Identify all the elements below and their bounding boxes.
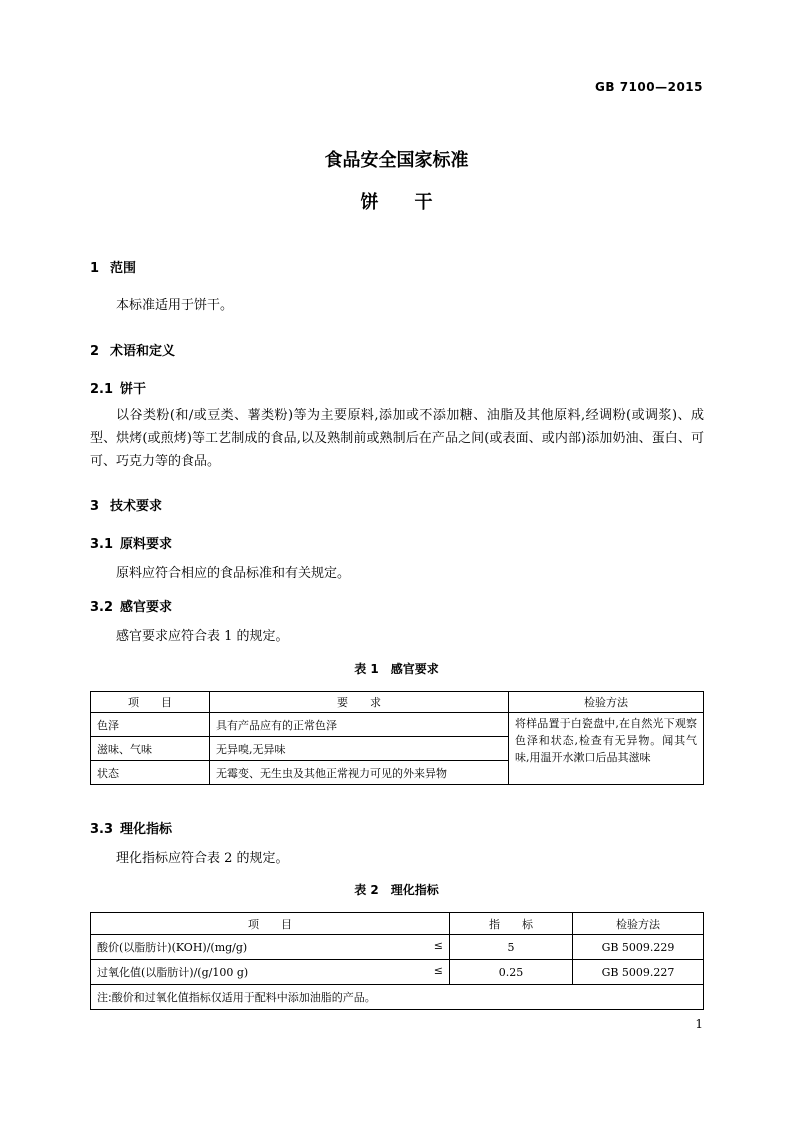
table-header-requirement: 要 求 [210, 692, 509, 713]
section-title: 感官要求 [120, 600, 173, 615]
table-cell-item [91, 935, 450, 960]
table-2 [90, 912, 704, 1010]
table-cell-method: GB 5009.229 [573, 935, 704, 960]
section-title: 术语和定义 [110, 344, 176, 359]
operator-symbol: ≤ [433, 939, 443, 952]
table-row [91, 713, 704, 737]
section-number: 2 [90, 344, 100, 359]
table-cell-item: 状态 [91, 761, 210, 785]
item-label: 过氧化值(以脂肪计)/(g/100 g) [97, 966, 249, 979]
table-note-row [91, 985, 704, 1010]
section-title: 范围 [110, 261, 137, 276]
table-2-caption: 表 2 理化指标 [354, 883, 439, 897]
section-3-heading [90, 495, 162, 514]
document-title: 食品安全国家标准 [324, 150, 469, 171]
table-cell-item: 色泽 [91, 713, 210, 737]
table-cell-item [91, 960, 450, 985]
table-cell-method: 将样品置于白瓷盘中,在自然光下观察色泽和状态,检查有无异物。闻其气味,用温开水漱口后品其滋味 [509, 713, 704, 785]
section-title: 理化指标 [120, 822, 173, 837]
table-cell-requirement: 无霉变、无生虫及其他正常视力可见的外来异物 [210, 761, 509, 785]
standard-code: GB 7100—2015 [595, 80, 703, 94]
section-2-1-text: 以谷类粉(和/或豆类、薯类粉)等为主要原料,添加或不添加糖、油脂及其他原料,经调粉(或调浆)、成型、烘烤(或煎烤)等工艺制成的食品,以及熟制前或熟制后在产品之间(或表面、或内部)添加奶油、蛋白、可可、巧克力等的食品。 [90, 408, 704, 469]
document-subtitle: 饼 干 [360, 192, 433, 213]
table-cell-limit: 5 [450, 935, 573, 960]
page-number: 1 [695, 1017, 703, 1031]
section-2-1-heading [90, 378, 146, 397]
table-header-limit: 指 标 [450, 913, 573, 935]
section-number: 1 [90, 261, 100, 276]
table-note: 注:酸价和过氧化值指标仅适用于配料中添加油脂的产品。 [91, 985, 704, 1010]
table-cell-requirement: 具有产品应有的正常色泽 [210, 713, 509, 737]
section-number: 3 [90, 499, 100, 514]
section-3-2-heading [90, 596, 172, 615]
table-cell-method: GB 5009.227 [573, 960, 704, 985]
item-label: 酸价(以脂肪计)(KOH)/(mg/g) [97, 941, 248, 954]
table-1 [90, 691, 704, 785]
table-row [91, 935, 704, 960]
table-1-caption: 表 1 感官要求 [354, 662, 439, 676]
section-number: 3.3 [90, 822, 114, 837]
section-3-1-heading [90, 533, 172, 552]
table-header-item: 项 目 [91, 692, 210, 713]
section-3-1-text: 原料应符合相应的食品标准和有关规定。 [116, 566, 351, 581]
section-3-2-text: 感官要求应符合表 1 的规定。 [116, 629, 289, 644]
section-3-3-text: 理化指标应符合表 2 的规定。 [116, 851, 289, 866]
table-cell-item: 滋味、气味 [91, 737, 210, 761]
operator-symbol: ≤ [433, 964, 443, 977]
section-title: 饼干 [120, 382, 147, 397]
table-header-method: 检验方法 [573, 913, 704, 935]
section-3-3-heading [90, 818, 172, 837]
section-2-heading [90, 340, 175, 359]
section-title: 原料要求 [120, 537, 173, 552]
section-number: 3.1 [90, 537, 114, 552]
section-number: 2.1 [90, 382, 114, 397]
table-row [91, 960, 704, 985]
section-1-heading [90, 257, 136, 276]
table-header-method: 检验方法 [509, 692, 704, 713]
section-1-text: 本标准适用于饼干。 [116, 298, 234, 313]
table-header-item: 项 目 [91, 913, 450, 935]
section-number: 3.2 [90, 600, 114, 615]
section-title: 技术要求 [110, 499, 163, 514]
table-cell-limit: 0.25 [450, 960, 573, 985]
table-cell-requirement: 无异嗅,无异味 [210, 737, 509, 761]
